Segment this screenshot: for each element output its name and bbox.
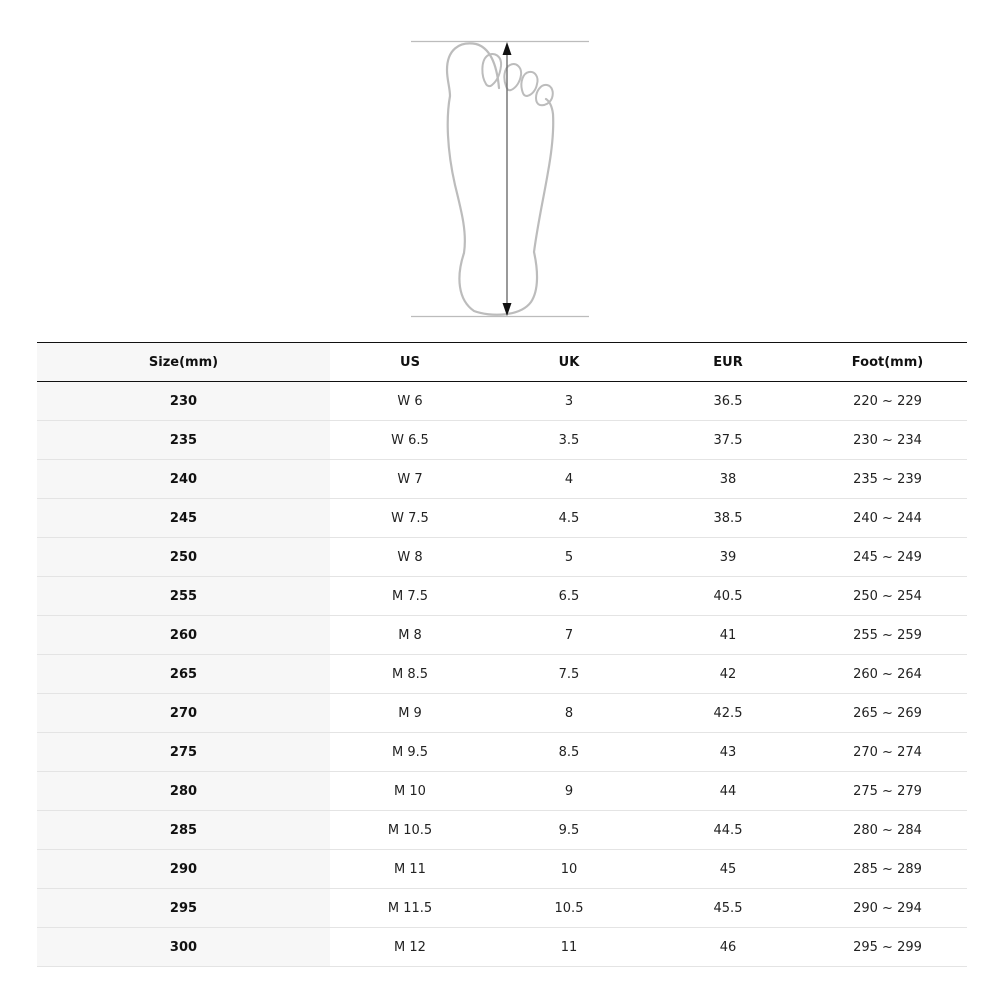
cell-foot-mm: 270 ~ 274 (808, 733, 967, 772)
table-row (37, 538, 967, 577)
cell-eur: 45.5 (648, 889, 808, 928)
toe-5 (536, 85, 553, 105)
cell-eur: 40.5 (648, 577, 808, 616)
table-row (37, 850, 967, 889)
cell-foot-mm: 275 ~ 279 (808, 772, 967, 811)
toe-4 (521, 72, 537, 96)
cell-uk: 11 (490, 928, 648, 967)
header-foot-mm: Foot(mm) (808, 343, 967, 382)
cell-eur: 44 (648, 772, 808, 811)
cell-eur: 44.5 (648, 811, 808, 850)
cell-size-mm: 265 (37, 655, 330, 694)
cell-size-mm: 280 (37, 772, 330, 811)
table-row (37, 889, 967, 928)
table-row (37, 460, 967, 499)
cell-foot-mm: 220 ~ 229 (808, 382, 967, 421)
cell-us: M 12 (330, 928, 490, 967)
cell-eur: 46 (648, 928, 808, 967)
foot-measurement-figure (0, 0, 1000, 330)
cell-us: M 10 (330, 772, 490, 811)
cell-size-mm: 240 (37, 460, 330, 499)
cell-us: W 7.5 (330, 499, 490, 538)
cell-foot-mm: 290 ~ 294 (808, 889, 967, 928)
cell-size-mm: 275 (37, 733, 330, 772)
foot-length-measure-icon (411, 42, 589, 317)
cell-uk: 3.5 (490, 421, 648, 460)
cell-us: M 11 (330, 850, 490, 889)
table-row (37, 928, 967, 967)
table-row (37, 499, 967, 538)
cell-us: M 9.5 (330, 733, 490, 772)
cell-size-mm: 295 (37, 889, 330, 928)
cell-size-mm: 245 (37, 499, 330, 538)
cell-eur: 45 (648, 850, 808, 889)
table-row (37, 694, 967, 733)
cell-uk: 5 (490, 538, 648, 577)
table-body (37, 382, 967, 967)
table-row (37, 382, 967, 421)
cell-foot-mm: 250 ~ 254 (808, 577, 967, 616)
cell-eur: 38 (648, 460, 808, 499)
cell-us: W 6 (330, 382, 490, 421)
cell-size-mm: 250 (37, 538, 330, 577)
cell-foot-mm: 265 ~ 269 (808, 694, 967, 733)
cell-us: W 8 (330, 538, 490, 577)
cell-foot-mm: 245 ~ 249 (808, 538, 967, 577)
cell-eur: 39 (648, 538, 808, 577)
cell-foot-mm: 240 ~ 244 (808, 499, 967, 538)
header-size-mm: Size(mm) (37, 343, 330, 382)
cell-size-mm: 290 (37, 850, 330, 889)
cell-foot-mm: 235 ~ 239 (808, 460, 967, 499)
cell-eur: 36.5 (648, 382, 808, 421)
header-uk: UK (490, 343, 648, 382)
cell-us: W 7 (330, 460, 490, 499)
cell-foot-mm: 295 ~ 299 (808, 928, 967, 967)
table-row (37, 577, 967, 616)
arrow-head-up-icon (503, 42, 512, 55)
header-us: US (330, 343, 490, 382)
table-row (37, 616, 967, 655)
size-chart-table (37, 342, 967, 967)
cell-us: M 7.5 (330, 577, 490, 616)
table-row (37, 655, 967, 694)
cell-uk: 7 (490, 616, 648, 655)
cell-eur: 38.5 (648, 499, 808, 538)
cell-us: M 10.5 (330, 811, 490, 850)
cell-uk: 8 (490, 694, 648, 733)
cell-size-mm: 235 (37, 421, 330, 460)
cell-uk: 7.5 (490, 655, 648, 694)
cell-us: M 8 (330, 616, 490, 655)
cell-size-mm: 255 (37, 577, 330, 616)
cell-eur: 42 (648, 655, 808, 694)
cell-foot-mm: 260 ~ 264 (808, 655, 967, 694)
table-row (37, 733, 967, 772)
cell-uk: 4.5 (490, 499, 648, 538)
cell-size-mm: 285 (37, 811, 330, 850)
cell-uk: 8.5 (490, 733, 648, 772)
cell-size-mm: 270 (37, 694, 330, 733)
table-row (37, 772, 967, 811)
cell-uk: 4 (490, 460, 648, 499)
cell-us: M 9 (330, 694, 490, 733)
cell-uk: 6.5 (490, 577, 648, 616)
cell-size-mm: 260 (37, 616, 330, 655)
table-row (37, 421, 967, 460)
cell-size-mm: 230 (37, 382, 330, 421)
cell-us: M 11.5 (330, 889, 490, 928)
cell-uk: 9 (490, 772, 648, 811)
table-row (37, 811, 967, 850)
cell-foot-mm: 285 ~ 289 (808, 850, 967, 889)
table-header-row (37, 343, 967, 382)
cell-eur: 43 (648, 733, 808, 772)
cell-uk: 10.5 (490, 889, 648, 928)
cell-foot-mm: 280 ~ 284 (808, 811, 967, 850)
cell-us: W 6.5 (330, 421, 490, 460)
cell-eur: 41 (648, 616, 808, 655)
cell-foot-mm: 230 ~ 234 (808, 421, 967, 460)
header-eur: EUR (648, 343, 808, 382)
cell-foot-mm: 255 ~ 259 (808, 616, 967, 655)
cell-uk: 10 (490, 850, 648, 889)
cell-eur: 42.5 (648, 694, 808, 733)
cell-size-mm: 300 (37, 928, 330, 967)
cell-eur: 37.5 (648, 421, 808, 460)
cell-us: M 8.5 (330, 655, 490, 694)
cell-uk: 3 (490, 382, 648, 421)
cell-uk: 9.5 (490, 811, 648, 850)
